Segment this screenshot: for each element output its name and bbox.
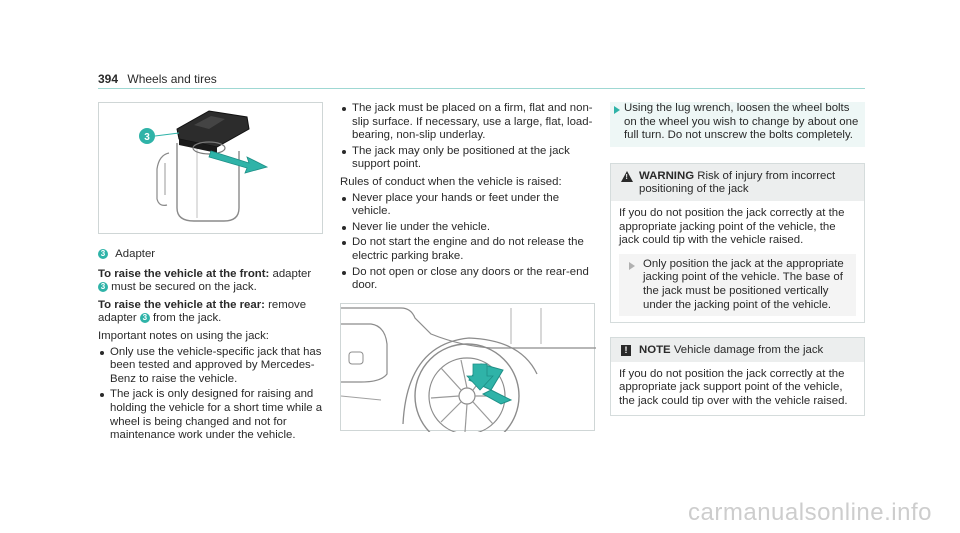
raise-rear-tail: from the jack. xyxy=(149,312,222,325)
jack-adapter-illustration xyxy=(99,103,324,235)
column-3 xyxy=(610,102,865,416)
list-item: Never lie under the vehicle. xyxy=(340,221,595,235)
raise-rear-heading: To raise the vehicle at the rear: xyxy=(98,298,265,311)
list-item: The jack is only designed for raising and holding the vehicle for a short time while a wheel is being changed and not for maintenance work under the vehicle. xyxy=(98,388,323,442)
notes-intro: Important notes on using the jack: xyxy=(98,329,269,342)
rules-intro: Rules of conduct when the vehicle is raised: xyxy=(340,175,562,188)
warning-step xyxy=(619,254,856,316)
warning-text: If you do not position the jack correctly at the appropriate jacking point of the vehicle, the jack could tip with the vehicle raised. xyxy=(619,206,845,247)
warning-body xyxy=(611,201,864,322)
legend-line xyxy=(98,248,323,262)
column-2 xyxy=(340,102,595,431)
raise-front-heading: To raise the vehicle at the front: xyxy=(98,267,270,280)
note-box xyxy=(610,337,865,415)
watermark: carmanualsonline.info xyxy=(688,499,932,526)
raise-front-paragraph xyxy=(98,268,323,295)
note-header xyxy=(611,338,864,362)
warning-header: ! WARNING Risk of injury from incorrect positioning of the jack xyxy=(611,164,864,201)
warning-label: WARNING xyxy=(639,169,695,182)
list-item: Never place your hands or feet under the vehicle. xyxy=(340,192,595,219)
wheel-jack-illustration xyxy=(341,304,596,432)
note-exclamation-icon: ! xyxy=(621,345,631,356)
wheel-jack-figure xyxy=(340,303,595,431)
placement-list xyxy=(340,102,595,172)
legend-text: Adapter xyxy=(115,248,156,260)
callout-badge: 3 xyxy=(98,282,108,292)
raise-rear-paragraph xyxy=(98,299,323,326)
list-item: The jack must be placed on a firm, flat and non-slip surface. If necessary, use a large, flat, load-bearing, non-slip underlay. xyxy=(340,102,595,143)
page-number: 394 xyxy=(98,72,119,86)
list-item: Do not start the engine and do not release the electric parking brake. xyxy=(340,236,595,263)
list-item: Do not open or close any doors or the rear-end door. xyxy=(340,266,595,293)
warning-step-text: Only position the jack at the appropriate jacking point of the vehicle. The base of the jack must be positioned vertically under the jacking point of the vehicle. xyxy=(643,257,844,311)
header-divider xyxy=(98,88,865,89)
raise-rear-text: remove adapter xyxy=(98,298,307,325)
rules-list xyxy=(340,192,595,293)
step-arrow-icon xyxy=(614,106,620,114)
step-arrow-icon xyxy=(629,262,635,270)
loosen-bolts-step xyxy=(610,102,865,147)
note-label: NOTE xyxy=(639,344,671,357)
jack-adapter-figure xyxy=(98,102,323,234)
page-header xyxy=(98,72,217,86)
note-body xyxy=(611,362,864,415)
raise-front-tail: must be secured on the jack. xyxy=(108,281,257,294)
step-text: Using the lug wrench, loosen the wheel bolts on the wheel you wish to change by about one full turn. Do not unscrew the bolts completely. xyxy=(624,102,859,142)
callout-badge: 3 xyxy=(140,313,150,323)
warning-box xyxy=(610,163,865,323)
note-text: If you do not position the jack correctly at the appropriate jack support point of the vehicle, the jack could tip over with the vehicle raised. xyxy=(619,367,848,407)
list-item: Only use the vehicle-specific jack that has been tested and approved by Mercedes-Benz to raise the vehicle. xyxy=(98,346,323,387)
column-1 xyxy=(98,102,323,443)
note-title: Vehicle damage from the jack xyxy=(670,344,824,357)
callout-badge: 3 xyxy=(98,249,108,259)
section-title: Wheels and tires xyxy=(127,72,217,86)
jack-notes-list xyxy=(98,346,323,443)
raise-front-text: adapter xyxy=(269,267,312,280)
svg-text:3: 3 xyxy=(144,132,150,143)
warning-title: Risk of injury from incorrect positioning of the jack xyxy=(639,169,836,196)
list-item: The jack may only be positioned at the jack support point. xyxy=(340,145,595,172)
